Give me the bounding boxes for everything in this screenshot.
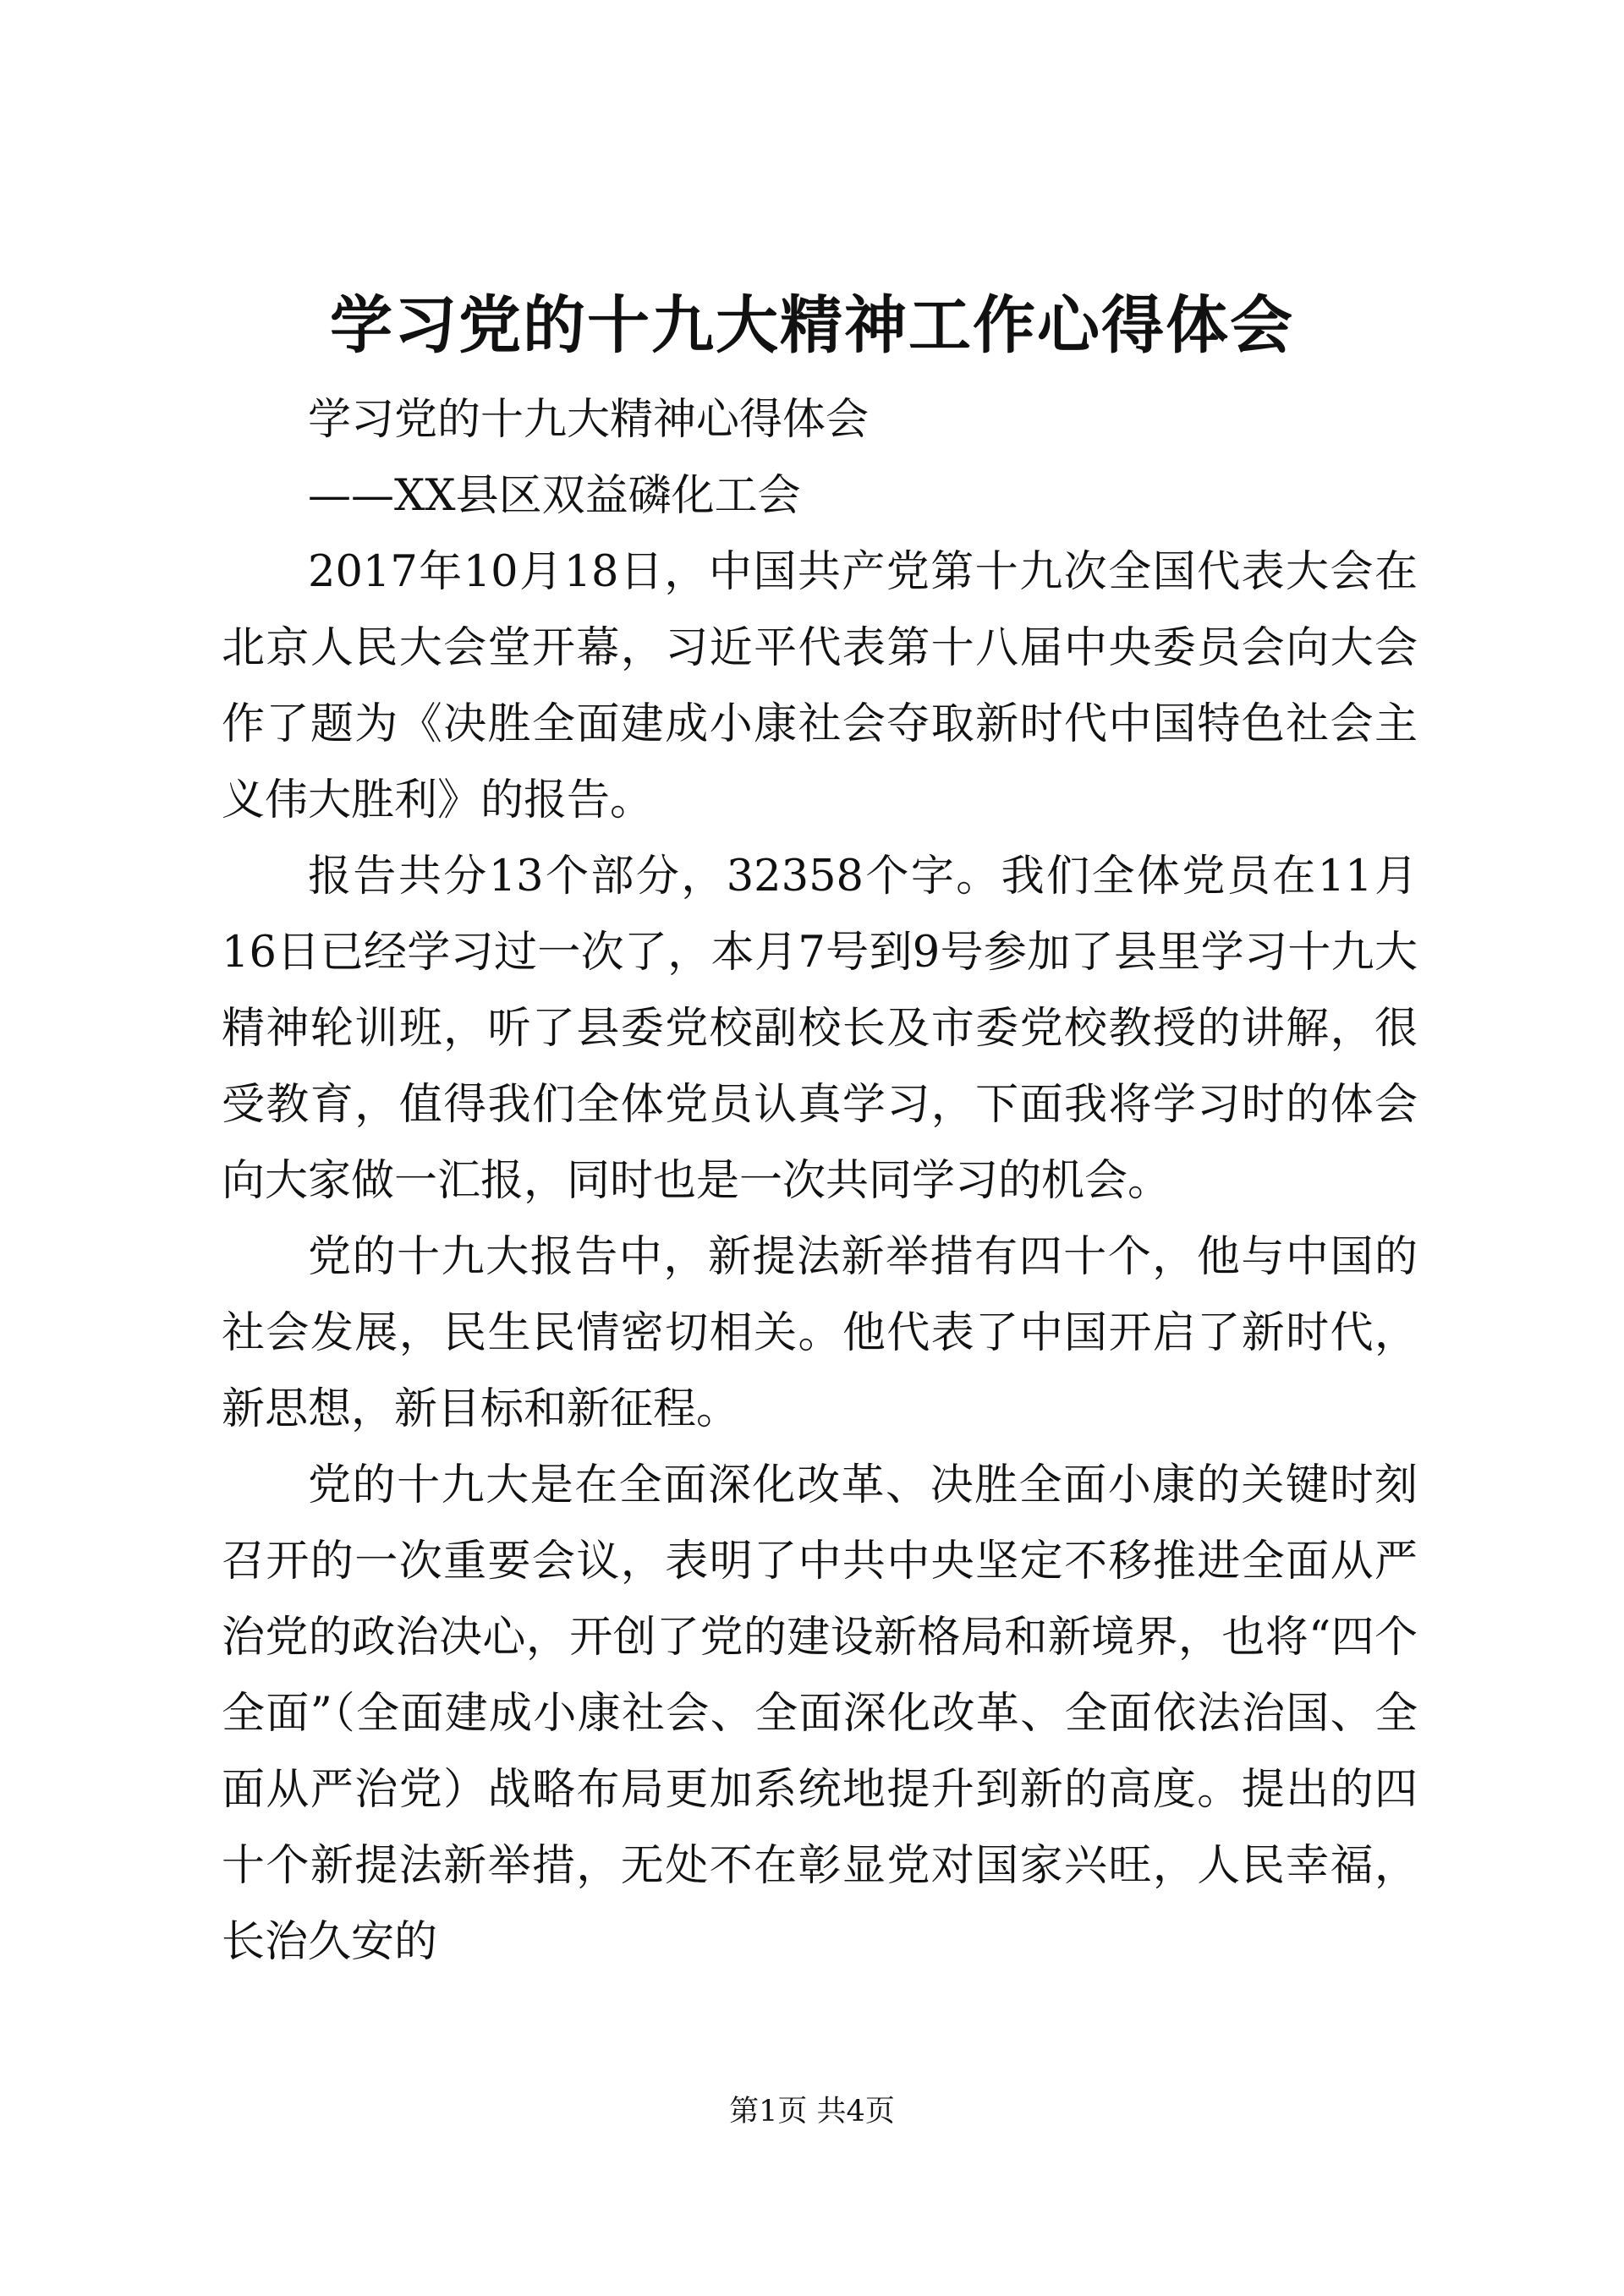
document-body (222, 382, 1418, 1981)
page-number-footer: 第1页 共4页 (729, 2095, 895, 2129)
paragraph: 党的十九大报告中，新提法新举措有四十个，他与中国的社会发展，民生民情密切相关。他代表了中国开启了新时代，新思想，新目标和新征程。 (222, 1232, 1418, 1434)
author-line: ——XX县区双益磷化工会 (308, 471, 801, 521)
paragraph: 报告共分13个部分，32358个字。我们全体党员在11月16日已经学习过一次了，本月7号到9号参加了县里学习十九大精神轮训班，听了县委党校副校长及市委党校教授的讲解，很受教育，值得我们全体党员认真学习，下面我将学习时的体会向大家做一汇报，同时也是一次共同学习的机会。 (222, 852, 1418, 1206)
paragraph: 2017年10月18日，中国共产党第十九次全国代表大会在北京人民大会堂开幕，习近平代表第十八届中央委员会向大会作了题为《决胜全面建成小康社会夺取新时代中国特色社会主义伟大胜利》的报告。 (222, 547, 1418, 825)
subtitle-line: 学习党的十九大精神心得体会 (308, 395, 870, 445)
paragraph: 党的十九大是在全面深化改革、决胜全面小康的关键时刻召开的一次重要会议，表明了中共中央坚定不移推进全面从严治党的政治决心，开创了党的建设新格局和新境界，也将“四个全面”（全面建成小康社会、全面深化改革、全面依法治国、全面从严治党）战略布局更加系统地提升到新的高度。提出的四十个新提法新举措，无处不在彰显党对国家兴旺，人民幸福，长治久安的 (222, 1460, 1418, 1967)
document-title: 学习党的十九大精神工作心得体会 (330, 289, 1294, 362)
